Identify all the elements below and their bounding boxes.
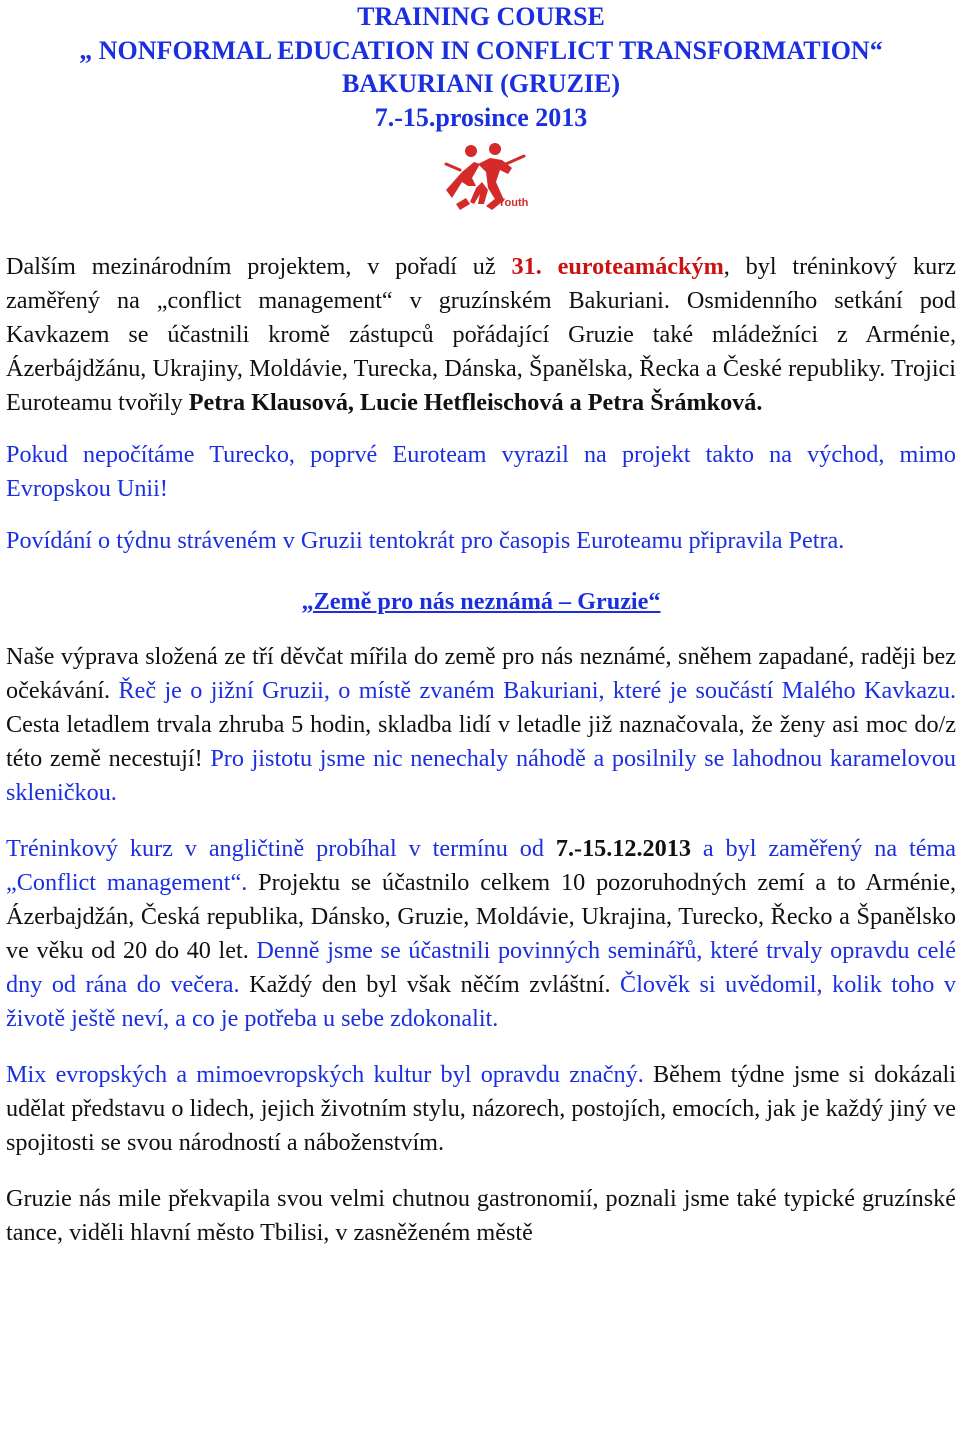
intro-paragraph xyxy=(6,250,956,420)
section-heading: „Země pro nás neznámá – Gruzie“ xyxy=(301,588,661,615)
intro-text-b: , byl tréninkový kurz zaměřený na „conflict management“ v gruzínském Bakuriani. Osmidenního setkání pod Kavkazem se účastnili kromě zástupců pořádající Gruzie také mládežníci z Arménie, Ázerbájdžánu, Ukrajiny, Moldávie, Turecka, Dánska, Španělska, Řecka a České republiky. Trojici Euroteamu tvořily xyxy=(6,253,957,416)
euroteam-highlight: euroteamáckým xyxy=(557,253,724,280)
east-paragraph: Pokud nepočítáme Turecko, poprvé Euroteam vyrazil na projekt takto na východ, mimo Evropskou Unii! xyxy=(6,441,956,502)
course-text-e: Každý den byl však něčím zvláštní. xyxy=(239,971,611,998)
cultures-text-b: Během týdne jsme si dokázali udělat představu o lidech, jejich životním stylu, názorech, postojích, emocích, jak je každý jiný ve spojitosti se svou národností a náboženstvím. xyxy=(6,1061,956,1156)
course-text-c: Projektu se účastnilo celkem 10 pozoruhodných zemí a to Arménie, Ázerbajdžán, Česká republika, Dánsko, Gruzie, Moldávie, Ukrajina, Turecko, Řecko a Španělsko ve věku od 20 do 40 let. xyxy=(6,869,956,964)
cultures-text-a: Mix evropských a mimoevropských kultur byl opravdu značný. xyxy=(6,1061,644,1088)
journey-paragraph xyxy=(6,640,956,810)
youth-logo-icon xyxy=(416,142,546,220)
project-number: 31. xyxy=(511,253,542,280)
course-text-f: Člověk si uvědomil, kolik toho v životě ještě neví, a co je potřeba u sebe zdokonalit. xyxy=(6,971,956,1032)
svg-text:Youth: Youth xyxy=(498,197,529,209)
team-names: Petra Klausová, Lucie Hetfleischová a Petra Šrámková. xyxy=(188,389,763,416)
header-course-type: TRAINING COURSE xyxy=(357,2,605,31)
intro-text-a: Dalším mezinárodním projektem, v pořadí už xyxy=(6,253,512,280)
author-paragraph: Povídání o týdnu stráveném v Gruzii tentokrát pro časopis Euroteamu připravila Petra. xyxy=(6,527,845,554)
course-date: 7.-15.12.2013 xyxy=(555,835,691,862)
gastronomy-paragraph: Gruzie nás mile překvapila svou velmi chutnou gastronomií, poznali jsme také typické gruzínské tance, viděli hlavní město Tbilisi, v zasněženém městě xyxy=(6,1185,956,1246)
course-text-d: Denně jsme se účastnili povinných seminářů, které trvaly opravdu celé dny od rána do večera. xyxy=(6,937,956,998)
cultures-paragraph xyxy=(6,1058,956,1160)
journey-text-a: Naše výprava složená ze tří děvčat mířila do země pro nás neznámé, sněhem zapadané, raději bez očekávání. xyxy=(6,643,956,704)
intro-space xyxy=(542,253,558,280)
journey-text-d: Pro jistotu jsme nic nenechaly náhodě a posilnily se lahodnou karamelovou skleničkou. xyxy=(6,745,957,806)
course-text-b: a byl zaměřený na téma „Conflict management“. xyxy=(6,835,956,896)
header-course-title: „ NONFORMAL EDUCATION IN CONFLICT TRANSFORMATION“ xyxy=(79,35,883,65)
header-location: BAKURIANI (GRUZIE) xyxy=(341,69,621,98)
course-paragraph xyxy=(6,832,956,1036)
journey-text-b: Řeč je o jižní Gruzii, o místě zvaném Bakuriani, které je součástí Malého Kavkazu. xyxy=(118,677,956,704)
journey-text-c: Cesta letadlem trvala zhruba 5 hodin, skladba lidí v letadle již naznačovala, že ženy asi moc do/z této země necestují! xyxy=(6,711,956,772)
document-header xyxy=(6,0,956,220)
header-date: 7.-15.prosince 2013 xyxy=(374,102,588,132)
document-page xyxy=(6,0,956,1250)
course-text-a: Tréninkový kurz v angličtině probíhal v termínu od xyxy=(6,835,556,862)
